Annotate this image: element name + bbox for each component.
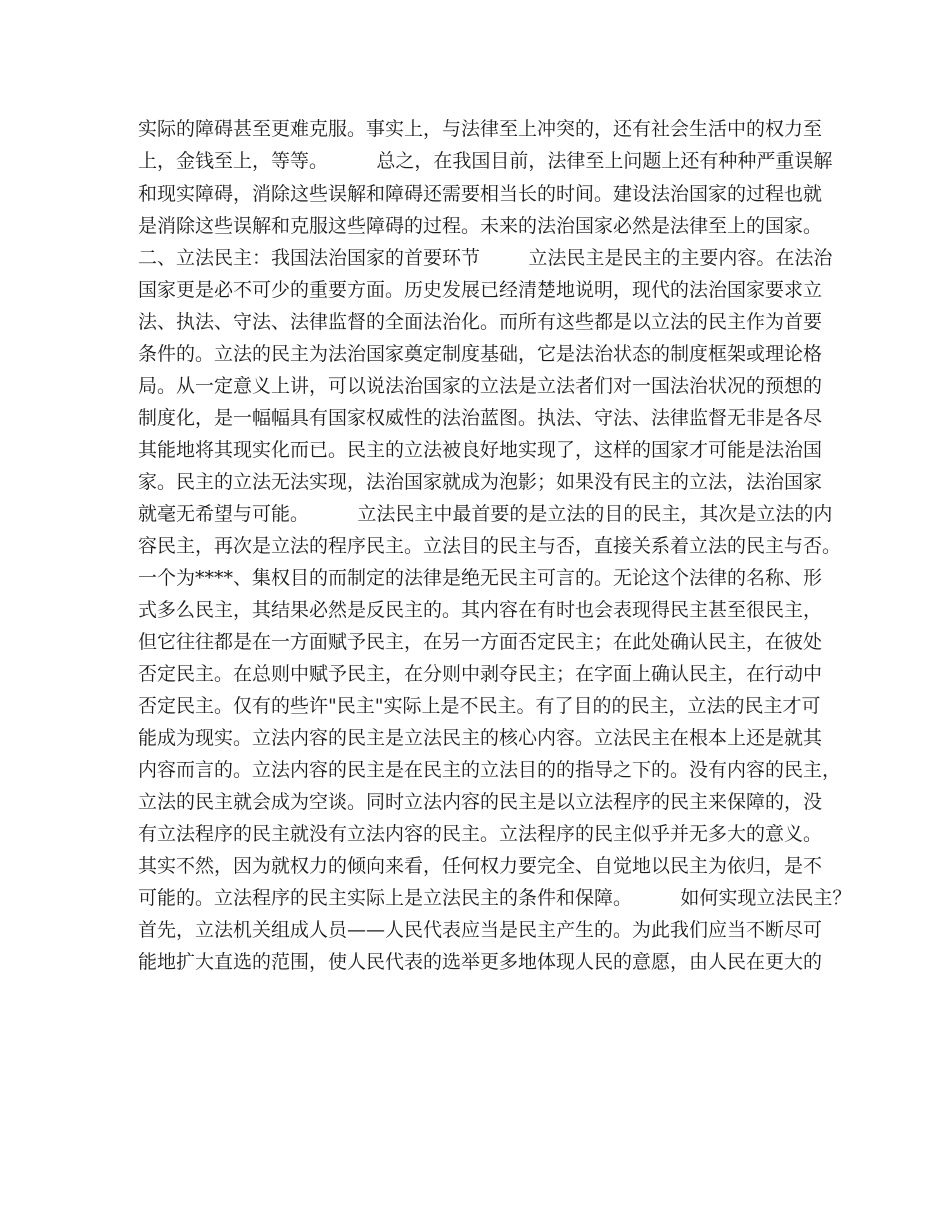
text-line: 国家更是必不可少的重要方面。历史发展已经清楚地说明，现代的法治国家要求立 [138, 279, 823, 301]
text-line: 其实不然，因为就权力的倾向来看，任何权力要完全、自觉地以民主为依归，是不 [138, 855, 823, 877]
text-line: 和现实障碍，消除这些误解和障碍还需要相当长的时间。建设法治国家的过程也就 [138, 183, 823, 205]
text-line: 上，金钱至上，等等。 总之，在我国目前，法律至上问题上还有种种严重误解 [138, 150, 833, 172]
text-line: 否定民主。仅有的些许"民主"实际上是不民主。有了目的的民主，立法的民主才可 [138, 695, 821, 717]
text-line: 实际的障碍甚至更难克服。事实上，与法律至上冲突的，还有社会生活中的权力至 [138, 118, 823, 140]
text-line: 能地扩大直选的范围，使人民代表的选举更多地体现人民的意愿，由人民在更大的 [138, 951, 823, 973]
text-line: 制度化，是一幅幅具有国家权威性的法治蓝图。执法、守法、法律监督无非是各尽 [138, 407, 823, 429]
text-line: 有立法程序的民主就没有立法内容的民主。立法程序的民主似乎并无多大的意义。 [138, 823, 823, 845]
text-line: 是消除这些误解和克服这些障碍的过程。未来的法治国家必然是法律至上的国家。 [138, 215, 823, 237]
text-line: 可能的。立法程序的民主实际上是立法民主的条件和保障。 如何实现立法民主？ [138, 887, 852, 909]
text-line: 条件的。立法的民主为法治国家奠定制度基础，它是法治状态的制度框架或理论格 [138, 343, 823, 365]
text-line: 能成为现实。立法内容的民主是立法民主的核心内容。立法民主在根本上还是就其 [138, 727, 823, 749]
text-line: 首先，立法机关组成人员——人民代表应当是民主产生的。为此我们应当不断尽可 [138, 919, 823, 941]
text-line: 法、执法、守法、法律监督的全面法治化。而所有这些都是以立法的民主作为首要 [138, 311, 823, 333]
text-line: 立法的民主就会成为空谈。同时立法内容的民主是以立法程序的民主来保障的，没 [138, 791, 823, 813]
text-line: 内容而言的。立法内容的民主是在民主的立法目的的指导之下的。没有内容的民主， [138, 759, 842, 781]
text-line: 容民主，再次是立法的程序民主。立法目的民主与否，直接关系着立法的民主与否。 [138, 535, 842, 557]
text-line: 其能地将其现实化而已。民主的立法被良好地实现了，这样的国家才可能是法治国 [138, 439, 823, 461]
text-line: 局。从一定意义上讲，可以说法治国家的立法是立法者们对一国法治状况的预想的 [138, 375, 823, 397]
text-line: 一个为****、集权目的而制定的法律是绝无民主可言的。无论这个法律的名称、形 [138, 567, 823, 589]
text-line: 家。民主的立法无法实现，法治国家就成为泡影；如果没有民主的立法，法治国家 [138, 471, 823, 493]
text-line: 二、立法民主：我国法治国家的首要环节 立法民主是民主的主要内容。在法治 [138, 247, 833, 269]
text-line: 否定民主。在总则中赋予民主，在分则中剥夺民主；在字面上确认民主，在行动中 [138, 663, 823, 685]
text-line: 但它往往都是在一方面赋予民主，在另一方面否定民主；在此处确认民主，在彼处 [138, 631, 823, 653]
text-line: 就毫无希望与可能。 立法民主中最首要的是立法的目的民主，其次是立法的内 [138, 503, 833, 525]
text-line: 式多么民主，其结果必然是反民主的。其内容在有时也会表现得民主甚至很民主， [138, 599, 823, 621]
